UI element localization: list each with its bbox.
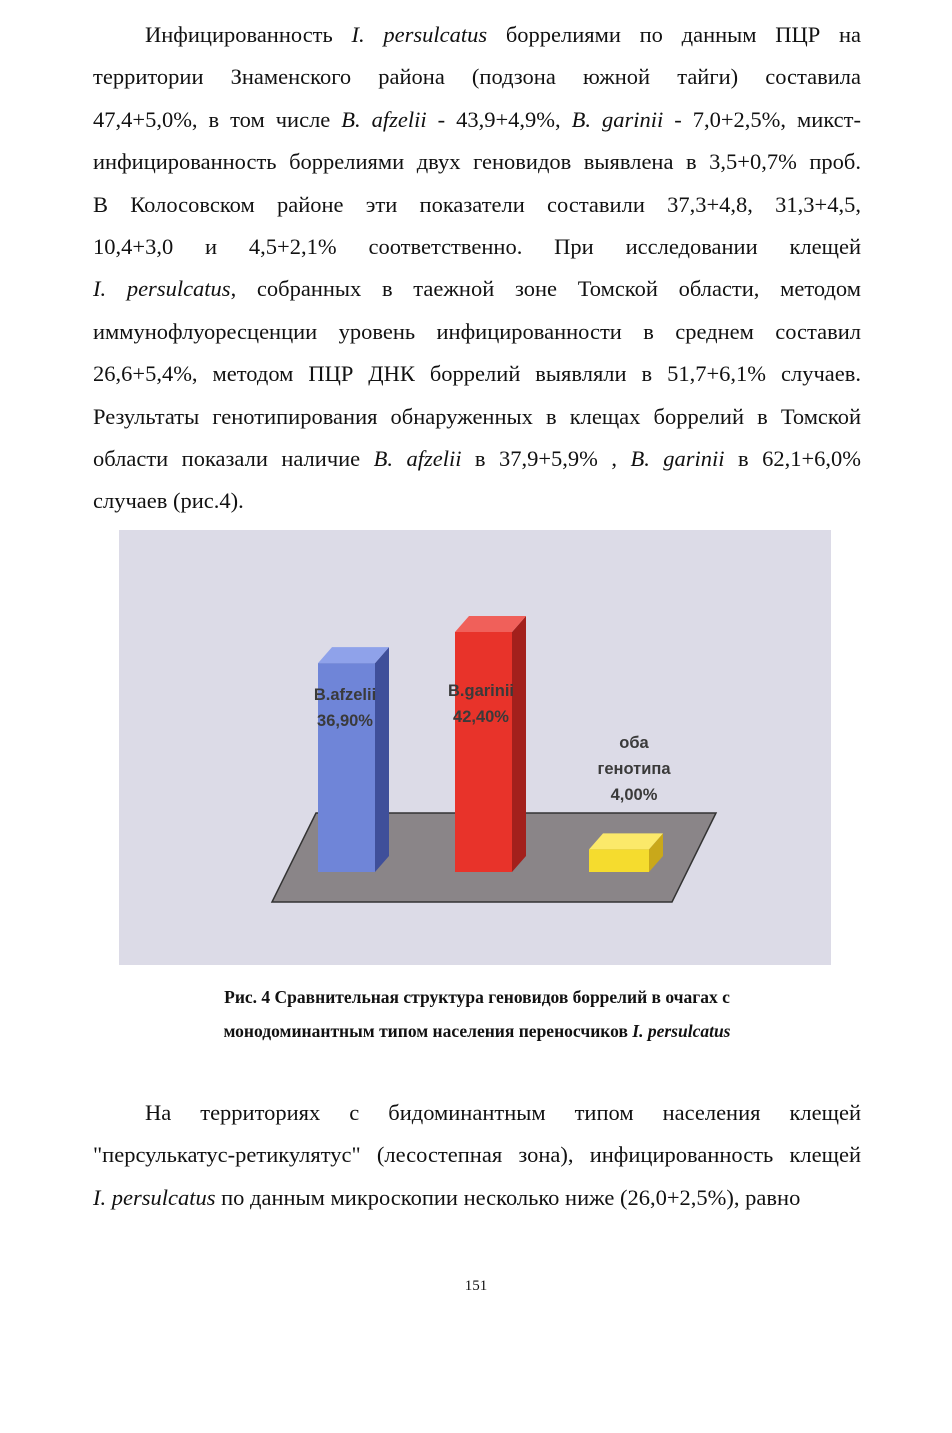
text-line xyxy=(93,14,861,56)
species-name: B. garinii xyxy=(630,446,725,472)
text-line xyxy=(93,353,861,395)
bar-side-1 xyxy=(512,616,526,872)
species-name: B. garinii xyxy=(571,106,664,132)
text-run: по данным микроскопии несколько ниже (26,0+2,5%), равно xyxy=(215,1184,801,1210)
species-name: B. afzelii xyxy=(341,106,427,132)
data-label: 4,00% xyxy=(610,786,658,804)
text-run: 10,4+3,0 и 4,5+2,1% соответственно. При исследовании клещей xyxy=(93,234,861,260)
text-line xyxy=(93,396,861,438)
text-run: в 37,9+5,9% , xyxy=(461,446,631,472)
species-name: I. persulcatus xyxy=(93,1184,216,1210)
text-run: "персулькатус-ретикулятус" (лесостепная зона), инфицированность клещей xyxy=(93,1142,861,1168)
data-label: генотипа xyxy=(597,760,671,778)
figure-caption-line-2 xyxy=(93,1014,861,1048)
data-label: B.afzelii xyxy=(313,686,377,704)
species-name: B. afzelii xyxy=(373,446,462,472)
page-number: 151 xyxy=(464,1278,488,1294)
bar-chart-3d xyxy=(119,530,831,965)
text-run: области показали наличие xyxy=(93,446,374,472)
text-run: Инфицированность xyxy=(145,22,352,47)
text-line xyxy=(93,226,861,268)
paragraph-2 xyxy=(93,1092,861,1219)
text-line xyxy=(93,184,861,226)
paragraph-1 xyxy=(93,14,861,523)
data-label: 36,90% xyxy=(317,712,373,730)
text-line xyxy=(93,438,861,480)
text-line xyxy=(93,480,861,522)
text-run: территории Знаменского района (подзона южной тайги) составила xyxy=(93,64,861,90)
text-run: случаев (рис.4). xyxy=(93,488,244,514)
text-run: 26,6+5,4%, методом ПЦР ДНК боррелий выявляли в 51,7+6,1% случаев. xyxy=(93,361,861,387)
text-line xyxy=(93,99,861,141)
figure-caption-line-1: Рис. 4 Сравнительная структура геновидов боррелий в очагах с xyxy=(224,987,730,1007)
text-run: - 7,0+2,5%, микст- xyxy=(663,106,861,132)
text-run: инфицированность боррелиями двух геновидов выявлена в 3,5+0,7% проб. xyxy=(93,149,861,175)
text-line xyxy=(93,1177,861,1219)
data-label: B.garinii xyxy=(447,682,515,700)
species-name: I. persulcatus xyxy=(351,22,488,47)
text-line xyxy=(93,56,861,98)
text-run: боррелиями по данным ПЦР на xyxy=(487,22,861,47)
bar-2 xyxy=(589,849,649,872)
text-run: В Колосовском районе эти показатели составили 37,3+4,8, 31,3+4,5, xyxy=(93,191,861,217)
text-line xyxy=(93,1134,861,1176)
data-label: оба xyxy=(619,734,649,752)
text-run: На территориях с бидоминантным типом населения клещей xyxy=(145,1100,861,1125)
data-label: 42,40% xyxy=(453,708,509,726)
text-run: иммунофлуоресценции уровень инфицированности в среднем составил xyxy=(93,318,861,344)
text-line xyxy=(93,141,861,183)
text-run: - 43,9+4,9%, xyxy=(426,106,572,132)
text-run: в 62,1+6,0% xyxy=(724,446,862,472)
text-run: , собранных в таежной зоне Томской области, методом xyxy=(230,276,861,302)
bar-1 xyxy=(455,632,512,872)
text-run: Результаты генотипирования обнаруженных в клещах боррелий в Томской xyxy=(93,403,861,429)
text-line xyxy=(93,1092,861,1134)
text-line xyxy=(93,311,861,353)
caption-species: I. persulcatus xyxy=(632,1021,731,1041)
caption-text: монодоминантным типом населения переносчиков xyxy=(223,1021,633,1041)
text-line xyxy=(93,268,861,310)
figure-4-chart xyxy=(119,530,831,965)
text-run: 47,4+5,0%, в том числе xyxy=(93,106,342,132)
species-name: I. persulcatus xyxy=(93,276,231,302)
bar-side-0 xyxy=(375,647,389,872)
